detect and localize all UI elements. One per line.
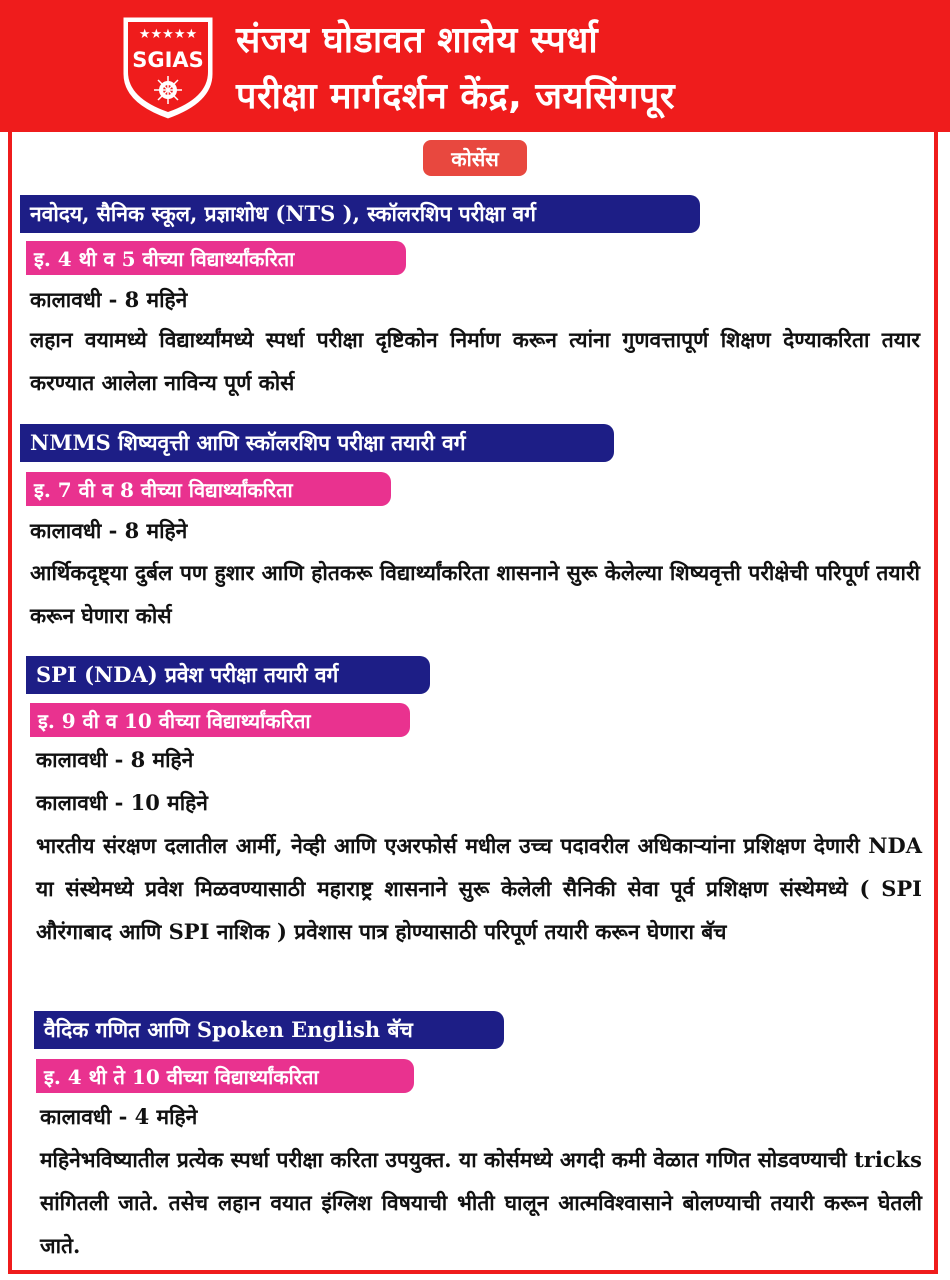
header-title-line-1: संजय घोडावत शालेय स्पर्धा [236,20,599,61]
section-2-title: NMMS शिष्यवृत्ती आणि स्कॉलरशिप परीक्षा तयारी वर्ग [20,424,614,462]
header-title-line-2: परीक्षा मार्गदर्शन केंद्र, जयसिंगपूर [236,76,676,117]
section-3-duration: कालावधी - 8 महिने [36,747,194,772]
section-4-title: वैदिक गणित आणि Spoken English बॅच [34,1011,504,1049]
section-4-eligibility: इ. 4 थी ते 10 वीच्या विद्यार्थ्यांकरिता [36,1059,414,1093]
section-4-description: महिनेभविष्यातील प्रत्येक स्पर्धा परीक्षा करिता उपयुक्त. या कोर्समध्ये अगदी कमी वेळात गणित सोडवण्याची tricks सांगितली जाते. तसेच लहान वयात इंग्लिश विषयाची भीती घालून आत्मविश्वासाने बोलण्याची तयारी करून घेतली जाते. [40,1147,922,1258]
courses-heading: कोर्सेस [423,140,527,176]
section-3-description: भारतीय संरक्षण दलातील आर्मी, नेव्ही आणि एअरफोर्स मधील उच्च पदावरील अधिकाऱ्यांना प्रशिक्षण देणारी NDA या संस्थेमध्ये प्रवेश मिळवण्यासाठी महाराष्ट्र शासनाने सुरू केलेली सैनिकी सेवा पूर्व प्रशिक्षण संस्थेमध्ये ( SPI औरंगाबाद आणि SPI नाशिक ) प्रवेशास पात्र होण्यासाठी परिपूर्ण तयारी करून घेणारा बॅच [36,833,922,944]
section-3-eligibility: इ. 9 वी व 10 वीच्या विद्यार्थ्यांकरिता [30,703,410,737]
section-2-description: आर्थिकदृष्ट्या दुर्बल पण हुशार आणि होतकरू विद्यार्थ्यांकरिता शासनाने सुरू केलेल्या शिष्यवृत्ती परीक्षेची परिपूर्ण तयारी करून घेणारा कोर्स [30,560,920,628]
section-1-duration: कालावधी - 8 महिने [30,287,188,312]
section-3-title: SPI (NDA) प्रवेश परीक्षा तयारी वर्ग [26,656,430,694]
section-4-duration: कालावधी - 4 महिने [40,1104,198,1129]
section-1-eligibility: इ. 4 थी व 5 वीच्या विद्यार्थ्यांकरिता [26,241,406,275]
svg-text:SGIAS: SGIAS [132,48,204,72]
header-banner [0,0,950,132]
section-2-duration: कालावधी - 8 महिने [30,518,188,543]
section-3-duration-2: कालावधी - 10 महिने [36,790,208,815]
section-1-description: लहान वयामध्ये विद्यार्थ्यांमध्ये स्पर्धा परीक्षा दृष्टिकोन निर्माण करून त्यांना गुणवत्तापूर्ण शिक्षण देण्याकरिता तयार करण्यात आलेला नाविन्य पूर्ण कोर्स [30,327,920,395]
svg-text:★★★★★: ★★★★★ [138,27,198,42]
section-2-eligibility: इ. 7 वी व 8 वीच्या विद्यार्थ्यांकरिता [26,472,391,506]
sgias-logo [118,12,218,124]
section-1-title: नवोदय, सैनिक स्कूल, प्रज्ञाशोध (NTS ), स्कॉलरशिप परीक्षा वर्ग [20,195,700,233]
